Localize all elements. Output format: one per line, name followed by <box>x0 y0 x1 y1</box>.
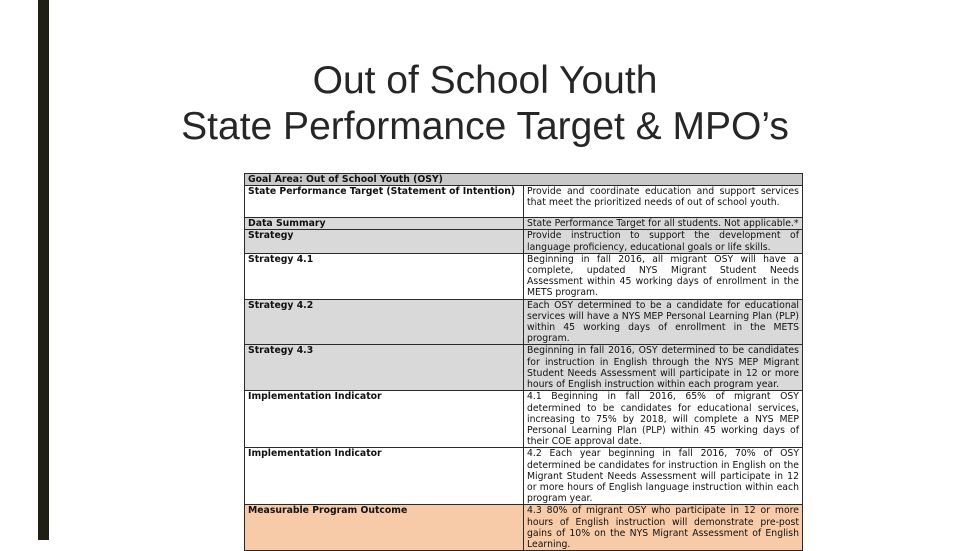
row-content: State Performance Target for all students. Not applicable.* <box>524 218 803 230</box>
osy-goal-table <box>244 173 803 551</box>
row-label: Measurable Program Outcome <box>245 505 524 551</box>
left-accent-bar <box>38 0 49 540</box>
row-content: 4.1 Beginning in fall 2016, 65% of migrant OSY determined to be candidates for educational services, increasing to 75% by 2018, will complete a NYS MEP Personal Learning Plan (PLP) within 45 working days of their COE approval date. <box>524 391 803 448</box>
row-content: Provide instruction to support the development of language proficiency, educational goals or life skills. <box>524 230 803 253</box>
row-label: Strategy 4.3 <box>245 345 524 391</box>
table-header-row <box>245 174 803 186</box>
row-label: Data Summary <box>245 218 524 230</box>
row-content: Each OSY determined to be a candidate for educational services will have a NYS MEP Personal Learning Plan (PLP) within 45 working days of enrollment in the METS program. <box>524 299 803 345</box>
title-line-1: Out of School Youth <box>312 59 658 102</box>
row-label: Strategy 4.1 <box>245 253 524 299</box>
table-row <box>245 448 803 505</box>
row-content: 4.3 80% of migrant OSY who participate in 12 or more hours of English instruction will demonstrate pre-post gains of 10% on the NYS Migrant Assessment of English Learning. <box>524 505 803 551</box>
row-content: 4.2 Each year beginning in fall 2016, 70% of OSY determined be candidates for instruction in English on the Migrant Student Needs Assessment will participate in 12 or more hours of English language instruction within each program year. <box>524 448 803 505</box>
table-row <box>245 345 803 391</box>
row-label: Implementation Indicator <box>245 391 524 448</box>
row-label: Strategy 4.2 <box>245 299 524 345</box>
table-row <box>245 230 803 253</box>
row-content: Provide and coordinate education and support services that meet the prioritized needs of out of school youth. <box>524 186 803 218</box>
table-row <box>245 391 803 448</box>
table-row <box>245 186 803 218</box>
row-content: Beginning in fall 2016, OSY determined to be candidates for instruction in English through the NYS MEP Migrant Student Needs Assessment will participate in 12 or more hours of English instruction within each program year. <box>524 345 803 391</box>
table-row <box>245 299 803 345</box>
osy-goal-table-image <box>232 170 812 551</box>
slide-title <box>100 58 870 150</box>
row-label: State Performance Target (Statement of Intention) <box>245 186 524 218</box>
row-content: Beginning in fall 2016, all migrant OSY will have a complete, updated NYS Migrant Student Needs Assessment within 45 working days of enrollment in the METS program. <box>524 253 803 299</box>
table-row <box>245 505 803 551</box>
table-header: Goal Area: Out of School Youth (OSY) <box>245 174 803 186</box>
title-line-2: State Performance Target & MPO’s <box>181 105 789 148</box>
table-row <box>245 218 803 230</box>
table-row <box>245 253 803 299</box>
row-label: Implementation Indicator <box>245 448 524 505</box>
row-label: Strategy <box>245 230 524 253</box>
